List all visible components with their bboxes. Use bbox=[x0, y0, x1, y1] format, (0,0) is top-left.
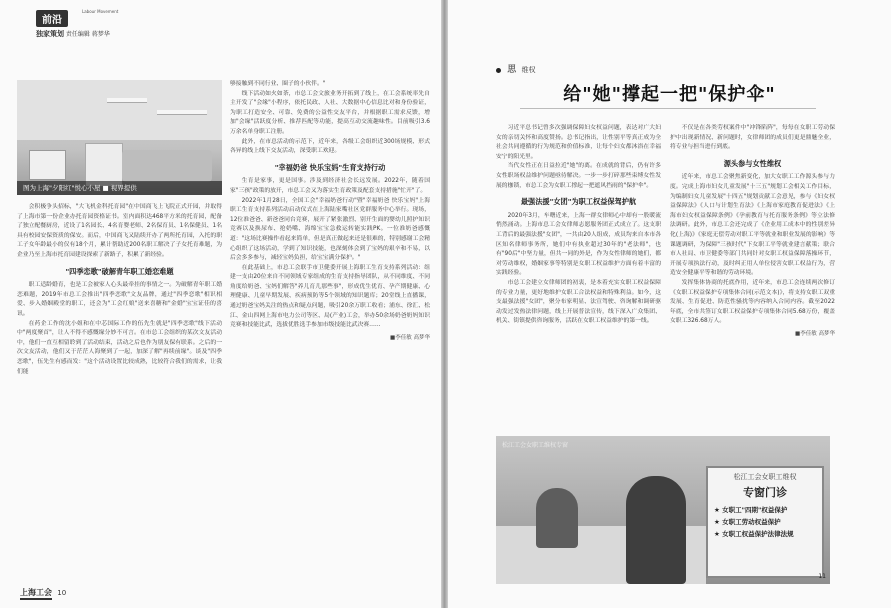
paragraph: 2022年1月28日，全国工会"幸福奶爸行动"暨"幸福奶爸 快乐宝妈"上海职工生育支持系列活动启动仪式在上海陆家嘴社区党群服务中心举行。现场，12位准爸爸、新爸爸同台竞赛，展开了紧张激烈、别开生面的婴幼儿照护知识竞赛以及换尿布、抢奶嘴、海绵宝宝急救运转能实践PK。一位准奶爸感慨道："这场比赛操作看起来简单，但是真正做起来还是很难的，特别感谢工会精心组织了这场活动，学到了知识技能，也深刻体会到了宝妈的艰辛和不易，以后会多多参与，减轻宝妈负担，给宝宝满分保护。" bbox=[230, 197, 430, 262]
section-header bbox=[36, 8, 119, 39]
paragraph: 此外，在市总活动的示范下，近年来，各级工会组织近300场规模、形式各异的线上线下交友活动，深受职工欢迎。 bbox=[230, 138, 430, 155]
subheading: "四季恋歌"破解青年职工婚恋难题 bbox=[65, 266, 174, 276]
sign-main: 专窗门诊 bbox=[743, 486, 787, 499]
paragraph: 够接触到不同行业、圈子的小伙伴。" bbox=[230, 81, 326, 87]
section-glyph: 思 bbox=[507, 65, 517, 75]
paragraph: 当代女性正在日益拉近"她"的离。在成就的背后，仍有许多女性职场权益维护问题亟待解决。一步一步打碎那些束缚女性发展的枷锁，市总工会为女职工撑起一把遮风挡雨的"保护伞"。 bbox=[496, 163, 661, 189]
left-folio bbox=[20, 587, 66, 600]
person-figure bbox=[536, 488, 578, 548]
nursery-photo bbox=[17, 80, 222, 195]
paragraph: 职工适龄婚育，也是工会被家人心头最牵挂的事情之一。为破解青年职工婚恋难题，2019年市总工会推出"四季恋歌"文友品牌，通过"四季恋歌"相识相爱、步入婚姻殿堂的职工，还会为"工会红娘"送来喜糖和"金婚"宝宝证佳的喜讯。 bbox=[17, 282, 222, 317]
section-badge: 前沿 bbox=[36, 10, 68, 27]
paragraph: 发挥集体协商的托底作用，近年来，市总工会连续两次修订《女职工权益保护专项集体合同(示范文本)》，将支持女职工双重发展、生育促进、防范性骚扰等内容纳入合同内容。截至2022年底，全市共签订女职工权益保护专项集体合同5.68万份，覆盖女职工326.68万人。 bbox=[670, 279, 835, 325]
section-tag-label: 维权 bbox=[521, 66, 536, 74]
right-page bbox=[448, 0, 891, 608]
paragraph: 在药企工作的沈小姐和在中芯国际工作的伍先生就是"四季恋歌"线下活动中"两度聚首"，让人不得不感慨缘分妙不可言。在市总工会组织的某次文友活动中，他们一直互相留聆到了活动结束，活动之后也作为朋友保有联系。之后的一次文友活动，他们又于茫茫人海聚到了一起，加深了解"再续前缘"。谈及"四季恋歌"，伍先生有感而发："这个活动设置比较成熟，比较符合我们的需求，让我们能 bbox=[17, 320, 222, 375]
byline: ■李佳敏 高梦华 bbox=[795, 330, 835, 337]
subheading: 最强法援"女团"为职工权益保驾护航 bbox=[520, 197, 637, 207]
photo-caption: 图为上海"夕阳红"悦心小屋 ■ 视界提供 bbox=[17, 181, 222, 195]
left-page bbox=[0, 0, 441, 608]
sign-item: ★ 女职工劳动权益保护 bbox=[714, 518, 781, 526]
paragraph: 在此基础上，市总工会联手市卫健委开展上海职工生育支持系列活动：组建一支由20位来自不同领域专家组成的生育支持指导团队，从不同维度、不同角度给奶爸、宝妈们解答"养儿育儿那些事"，形成优生优育、孕产期健康、心理健康、儿童早期发展、疾病预防等5个领域的知识题库；20堂线上直播课，通过奶爸宝妈关注的热点和疑点问题，吸引20余万职工收看；浦东、徐汇、松江、金山四网上海市电力公司等区、局(产业)工会，举办50余场奶爸奶妈知识竞赛和技能比武，选拔优胜选手参加市级技能比武决赛…… bbox=[230, 264, 430, 329]
subheading: 源头参与女性维权 bbox=[723, 158, 782, 168]
rights-window-photo bbox=[496, 436, 830, 584]
byline: ■李佳敏 高梦华 bbox=[390, 334, 430, 341]
paragraph: 习近平总书记曾多次强调保障妇女权益问题，表达对广大妇女的亲切关怀和高度赞扬。总书记指出，让性别平等真正成为全社会共同遵循的行为规范和价值标准，让每个妇女都沐浴在幸福安宁的阳光里。 bbox=[496, 125, 661, 160]
article-title: 给"她"撑起一把"保护伞" bbox=[563, 84, 776, 105]
paragraph: 线下活动如火如荼，市总工会文旅业务开拓到了线上，在工会系统率先自主开发了"会缘"小程序，依托民政、人社、大数据中心信息比对和身份验证，为职工打造安全、可靠、免费的公益性交友平台，并根据职工需求反馈，增加"会缘"活跃度分析、推荐匹配等功能，提高互动交流趣味性。目前吸引3.6万余名单身职工注册。 bbox=[230, 90, 430, 135]
sign-board bbox=[706, 466, 824, 578]
section-english: Labour Movement bbox=[82, 9, 119, 14]
right-col-2 bbox=[670, 124, 835, 339]
subheading: "幸福奶爸 快乐宝妈"生育支持行动 bbox=[274, 162, 386, 172]
left-col-2 bbox=[230, 80, 430, 343]
right-col-1 bbox=[496, 124, 661, 327]
paragraph: 市总工会建立女律师团的初衷，是本着充实女职工权益保障的专业力量，更好地维护女职工合法权益和特殊利益。如今，这支最强法援"女团"，聚分布家明显、法宣驾驶、咨询解和调研驱动发过发热法律问题，线上开展普法宣传，线下深入广众集团、机关、街镇提供咨询服务，活跃在女职工权益维护的第一线。 bbox=[496, 279, 661, 325]
paragraph: 2020年3月，车曙近来，上海一群女律师心中却有一股暖流悄然涌动。上海市总工会女律师志愿服务团正式成立了。这支职工背后的最强法援"女团"，一共由20人组成，成员均来自本市各区知名律师事务所，她们中有执业超过30年的"老法师"，也有"90后"中坚力量，但共一同的外是，作为女性律师的她们，都对劳动维权，婚姻家事等特别是女职工权益维护方面有着丰富的实践经验。 bbox=[496, 212, 661, 277]
page-number: 10 bbox=[57, 589, 67, 597]
person-figure bbox=[626, 476, 686, 584]
section-editor: 责任编辑 蒋梦华 bbox=[65, 31, 110, 38]
title-divider bbox=[520, 108, 816, 109]
bullet-icon bbox=[496, 68, 501, 73]
sign-title: 松江工会女职工维权 bbox=[733, 473, 797, 481]
page-number: 11 bbox=[818, 573, 826, 580]
sign-item: ★ 女职工权益保护法律法规 bbox=[714, 530, 794, 538]
paragraph: 近年来，市总工会聚焦新变化，加大女职工工作源头参与力度。完成上海市妇女儿童发展"十三五"规划工会相关工作目标，为编制妇女儿童发展"十四五"规划贡献工会意见，参与《妇女权益保障法》《人口与计划生育法》《上海市家庭教育促进法》《上海市妇女权益保障条例》《孕前教育与托育服务条例》等立法修法调研。此外，市总工会还完成了《企业用工成本中的性别差异化(上海)》《家庭无偿劳动对职工平等就业和职业发展的影响》等课题调研，为保障"三孩时代"下女职工平等就业建言献策；联合市人社局、市卫健委等部门共同针对女职工权益保障落操环节，开展专项执法行动，及时纠正用人单位侵害女职工权益行为，营造安全健康平等和谐的劳动环境。 bbox=[670, 174, 835, 277]
paragraph: 生育是家事，更是国事。涉及到经济社会长远发展。2022年，随着国家"三孩"政策的放开，市总工会又为落实生育政策及配套支持措施"忙开"了。 bbox=[230, 178, 430, 194]
sign-item: ★ 女职工"四期"权益保护 bbox=[714, 506, 788, 514]
section-sub-label: 独家策划 bbox=[36, 30, 64, 38]
left-col-1 bbox=[17, 203, 222, 377]
section-subtitle bbox=[36, 29, 110, 39]
spine-gutter bbox=[441, 0, 448, 608]
section-tag bbox=[496, 62, 535, 75]
paragraph: 会积极争头招标，"大飞机金科托育园"在中国商飞上飞院正式开园，并取得了上海市第一份企业办托育园资格证书。室内面积达468平方米的托育园，配备了独立配餐厨房，近设了1名园长、4名育婴老师、2名保育员、1名保健员、1名具有校园安保资质的保安。而后，中国商飞又陆续开办了两所托育园，入托的职工子女年龄最小的仅有18个月，累计帮助近200名职工解决了子女托育难题，为企业乃至上海市托育园建设探索了新路子，积累了新经验。 bbox=[17, 204, 222, 258]
magazine-logo: 上海工会 bbox=[20, 587, 52, 600]
photo-banner: 松江工会女职工维权专窗 bbox=[502, 442, 569, 449]
paragraph: 不仅是在各类劳权案件中"冲锋陷阵"，每每在女职工劳动保护中出现新情况、新问题时，女律师团的成员们更是鼎魅全业，将专业与担当进行到底。 bbox=[670, 125, 835, 151]
